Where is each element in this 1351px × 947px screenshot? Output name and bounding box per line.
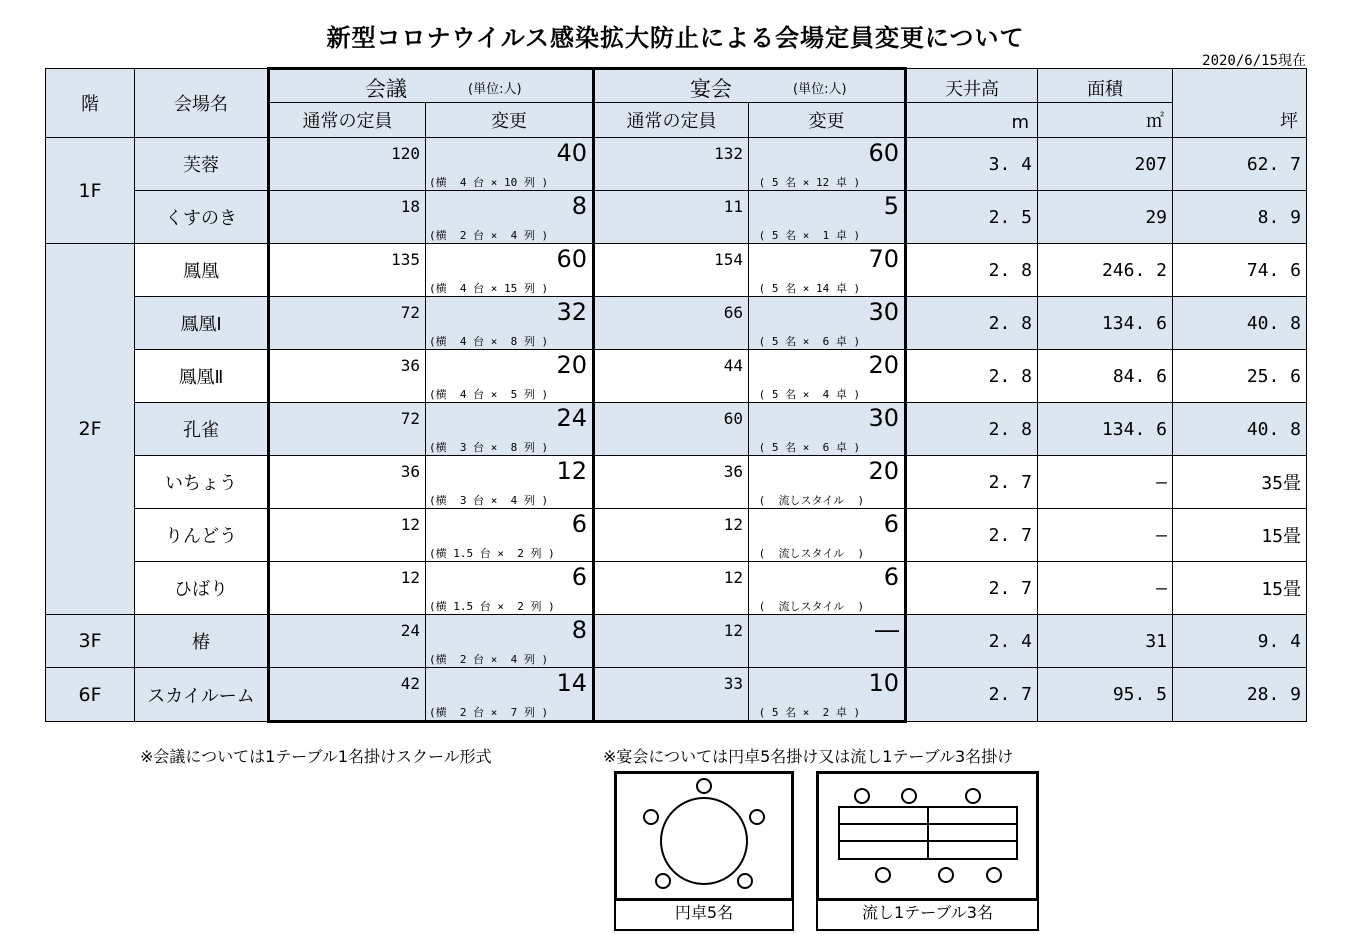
meeting-changed [426,509,594,562]
banquet-normal-value: 36 [723,462,743,481]
page-title: 新型コロナウイルス感染拡大防止による会場定員変更について [326,24,1025,52]
area-tsubo: 40. 8 [1173,403,1307,456]
meeting-changed-value: 24 [556,404,587,432]
ceiling-height: 2. 7 [906,509,1038,562]
ceiling-height: 2. 5 [906,191,1038,244]
meeting-changed-value: 60 [556,245,587,273]
banquet-layout-detail: ( 流しスタイル ) [752,494,865,507]
area-tsubo: 15畳 [1173,509,1307,562]
area-m2: 246. 2 [1038,244,1173,297]
venue-name: 鳳凰 [135,244,269,297]
venue-name: 鳳凰Ⅰ [135,297,269,350]
header-area-label: 面積 [1087,79,1123,100]
meeting-normal-value: 36 [400,462,420,481]
meeting-layout-detail: (横 1.5 台 × 2 列 ) [429,600,555,613]
banquet-changed [749,403,906,456]
venue-name: いちょう [135,456,269,509]
meeting-changed [426,456,594,509]
area-tsubo: 15畳 [1173,562,1307,615]
venue-name: 鳳凰Ⅱ [135,350,269,403]
area-m2: 84. 6 [1038,350,1173,403]
floor-cell: 1F [46,138,135,244]
unit-m: m [906,103,1038,138]
floor-cell: 2F [46,244,135,615]
meeting-changed-value: 6 [571,563,587,591]
banquet-normal-value: 66 [723,303,743,322]
banquet-changed-value: 6 [883,563,899,591]
banquet-changed [749,509,906,562]
banquet-layout-detail: ( 5 名 × 1 卓 ) [752,229,861,242]
meeting-changed [426,138,594,191]
banquet-changed-value: 10 [868,669,899,697]
banquet-changed-header: 変更 [749,103,906,138]
floor-cell: 3F [46,615,135,668]
area-m2: 207 [1038,138,1173,191]
meeting-normal [269,350,426,403]
table-row [46,297,1307,350]
meeting-layout-detail: (横 1.5 台 × 2 列 ) [429,547,555,560]
meeting-normal-header: 通常の定員 [269,103,426,138]
meeting-normal [269,562,426,615]
area-tsubo: 62. 7 [1173,138,1307,191]
banquet-normal [594,509,749,562]
area-m2: ― [1038,509,1173,562]
table-row [46,244,1307,297]
banquet-changed [749,244,906,297]
meeting-normal-value: 24 [400,621,420,640]
banquet-changed-value: ― [875,616,899,644]
ceiling-height: 2. 7 [906,668,1038,722]
area-m2: ― [1038,562,1173,615]
meeting-normal [269,509,426,562]
note-meeting: ※会議については1テーブル1名掛けスクール形式 [140,747,492,766]
meeting-changed-value: 40 [556,139,587,167]
banquet-layout-detail: ( 流しスタイル ) [752,547,865,560]
meeting-layout-detail: (横 4 台 × 10 列 ) [429,176,549,189]
table-row [46,191,1307,244]
meeting-normal-value: 120 [391,144,420,163]
banquet-normal-value: 11 [723,197,743,216]
banquet-layout-detail: ( 5 名 × 4 卓 ) [752,388,861,401]
meeting-layout-detail: (横 3 台 × 4 列 ) [429,494,549,507]
meeting-normal [269,456,426,509]
table-row [46,403,1307,456]
banquet-normal [594,350,749,403]
area-tsubo: 74. 6 [1173,244,1307,297]
banquet-changed-value: 70 [868,245,899,273]
meeting-changed-value: 8 [571,192,587,220]
banquet-layout-detail: ( 流しスタイル ) [752,600,865,613]
banquet-changed-value: 20 [868,351,899,379]
meeting-layout-detail: (横 4 台 × 15 列 ) [429,282,549,295]
banquet-normal [594,244,749,297]
header-venue: 会場名 [135,69,269,138]
banquet-changed-value: 5 [883,192,899,220]
meeting-normal-value: 72 [400,303,420,322]
venue-name: 孔雀 [135,403,269,456]
floor-cell: 6F [46,668,135,722]
banquet-normal-value: 33 [723,674,743,693]
banquet-normal [594,615,749,668]
area-m2: 134. 6 [1038,297,1173,350]
banquet-normal [594,562,749,615]
round-table-icon [617,774,791,898]
meeting-layout-detail: (横 3 台 × 8 列 ) [429,441,549,454]
unit-tsubo: 坪 [1173,103,1307,138]
banquet-changed [749,562,906,615]
header-meeting-label: 会議 [365,77,407,101]
banquet-changed [749,297,906,350]
meeting-normal-value: 36 [400,356,420,375]
banquet-normal [594,191,749,244]
banquet-changed [749,668,906,722]
table-row [46,456,1307,509]
banquet-changed-value: 60 [868,139,899,167]
header-banquet [594,69,906,103]
header-area [1038,69,1173,103]
header-banquet-label: 宴会 [690,77,732,101]
venue-name: りんどう [135,509,269,562]
ceiling-height: 2. 8 [906,350,1038,403]
meeting-changed [426,562,594,615]
round-table-diagram [614,771,794,901]
meeting-changed-header: 変更 [426,103,594,138]
banquet-normal-value: 154 [714,250,743,269]
table-row [46,615,1307,668]
venue-name: 椿 [135,615,269,668]
meeting-normal-value: 135 [391,250,420,269]
meeting-changed-value: 8 [571,616,587,644]
banquet-changed-value: 6 [883,510,899,538]
meeting-normal-value: 18 [400,197,420,216]
meeting-layout-detail: (横 2 台 × 4 列 ) [429,653,549,666]
banquet-changed-value: 30 [868,298,899,326]
table-row [46,668,1307,722]
meeting-normal-value: 42 [400,674,420,693]
banquet-changed [749,138,906,191]
meeting-normal-value: 12 [400,515,420,534]
header-tsubo-top [1173,69,1307,103]
meeting-layout-detail: (横 2 台 × 7 列 ) [429,706,549,719]
header-ceiling [906,69,1038,103]
banquet-layout-detail: ( 5 名 × 6 卓 ) [752,441,861,454]
banquet-normal [594,138,749,191]
banquet-layout-detail: ( 5 名 × 6 卓 ) [752,335,861,348]
meeting-changed [426,350,594,403]
banquet-normal-value: 12 [723,568,743,587]
banquet-normal [594,297,749,350]
header-meeting [269,69,594,103]
note-banquet: ※宴会については円卓5名掛け又は流し1テーブル3名掛け [603,747,1014,766]
meeting-changed [426,244,594,297]
banquet-normal-header: 通常の定員 [594,103,749,138]
area-tsubo: 8. 9 [1173,191,1307,244]
ceiling-height: 2. 8 [906,297,1038,350]
area-tsubo: 25. 6 [1173,350,1307,403]
meeting-normal [269,138,426,191]
area-m2: 31 [1038,615,1173,668]
table-row [46,138,1307,191]
flow-table-diagram [816,771,1039,901]
meeting-changed-value: 32 [556,298,587,326]
table-row [46,509,1307,562]
banquet-changed [749,456,906,509]
header-meeting-unit: (単位:人) [468,82,522,97]
header-banquet-unit: (単位:人) [793,82,847,97]
meeting-normal [269,615,426,668]
meeting-normal [269,668,426,722]
banquet-layout-detail: ( 5 名 × 14 卓 ) [752,282,861,295]
meeting-normal [269,403,426,456]
meeting-changed [426,297,594,350]
unit-m2: ㎡ [1038,103,1173,138]
ceiling-height: 2. 8 [906,244,1038,297]
meeting-changed [426,615,594,668]
venue-name: スカイルーム [135,668,269,722]
ceiling-height: 2. 7 [906,562,1038,615]
banquet-changed-value: 30 [868,404,899,432]
venue-capacity-table [45,67,1307,723]
meeting-changed [426,403,594,456]
area-m2: 134. 6 [1038,403,1173,456]
area-m2: 29 [1038,191,1173,244]
area-m2: 95. 5 [1038,668,1173,722]
header-floor: 階 [46,69,135,138]
meeting-changed-value: 12 [556,457,587,485]
area-tsubo: 35畳 [1173,456,1307,509]
meeting-changed-value: 6 [571,510,587,538]
meeting-normal [269,191,426,244]
meeting-changed [426,191,594,244]
meeting-changed-value: 20 [556,351,587,379]
area-m2: ― [1038,456,1173,509]
ceiling-height: 3. 4 [906,138,1038,191]
meeting-normal [269,297,426,350]
table-row [46,350,1307,403]
header-ceiling-label: 天井高 [945,79,999,100]
banquet-normal-value: 132 [714,144,743,163]
banquet-normal [594,403,749,456]
banquet-changed [749,350,906,403]
banquet-changed [749,615,906,668]
meeting-normal-value: 12 [400,568,420,587]
venue-name: ひばり [135,562,269,615]
flow-table-icon [819,774,1036,898]
banquet-changed-value: 20 [868,457,899,485]
banquet-normal-value: 44 [723,356,743,375]
venue-name: 芙蓉 [135,138,269,191]
round-table-caption: 円卓5名 [614,898,794,931]
banquet-normal [594,668,749,722]
as-of-date: 2020/6/15現在 [1202,53,1306,69]
meeting-normal-value: 72 [400,409,420,428]
banquet-layout-detail: ( 5 名 × 2 卓 ) [752,706,861,719]
meeting-layout-detail: (横 4 台 × 8 列 ) [429,335,549,348]
meeting-changed-value: 14 [556,669,587,697]
meeting-layout-detail: (横 4 台 × 5 列 ) [429,388,549,401]
table-row [46,562,1307,615]
meeting-layout-detail: (横 2 台 × 4 列 ) [429,229,549,242]
area-tsubo: 28. 9 [1173,668,1307,722]
banquet-normal [594,456,749,509]
banquet-normal-value: 60 [723,409,743,428]
banquet-normal-value: 12 [723,621,743,640]
banquet-normal-value: 12 [723,515,743,534]
area-tsubo: 9. 4 [1173,615,1307,668]
area-tsubo: 40. 8 [1173,297,1307,350]
ceiling-height: 2. 8 [906,403,1038,456]
flow-table-caption: 流し1テーブル3名 [816,898,1039,931]
meeting-normal [269,244,426,297]
venue-name: くすのき [135,191,269,244]
ceiling-height: 2. 7 [906,456,1038,509]
ceiling-height: 2. 4 [906,615,1038,668]
meeting-changed [426,668,594,722]
banquet-changed [749,191,906,244]
banquet-layout-detail: ( 5 名 × 12 卓 ) [752,176,861,189]
